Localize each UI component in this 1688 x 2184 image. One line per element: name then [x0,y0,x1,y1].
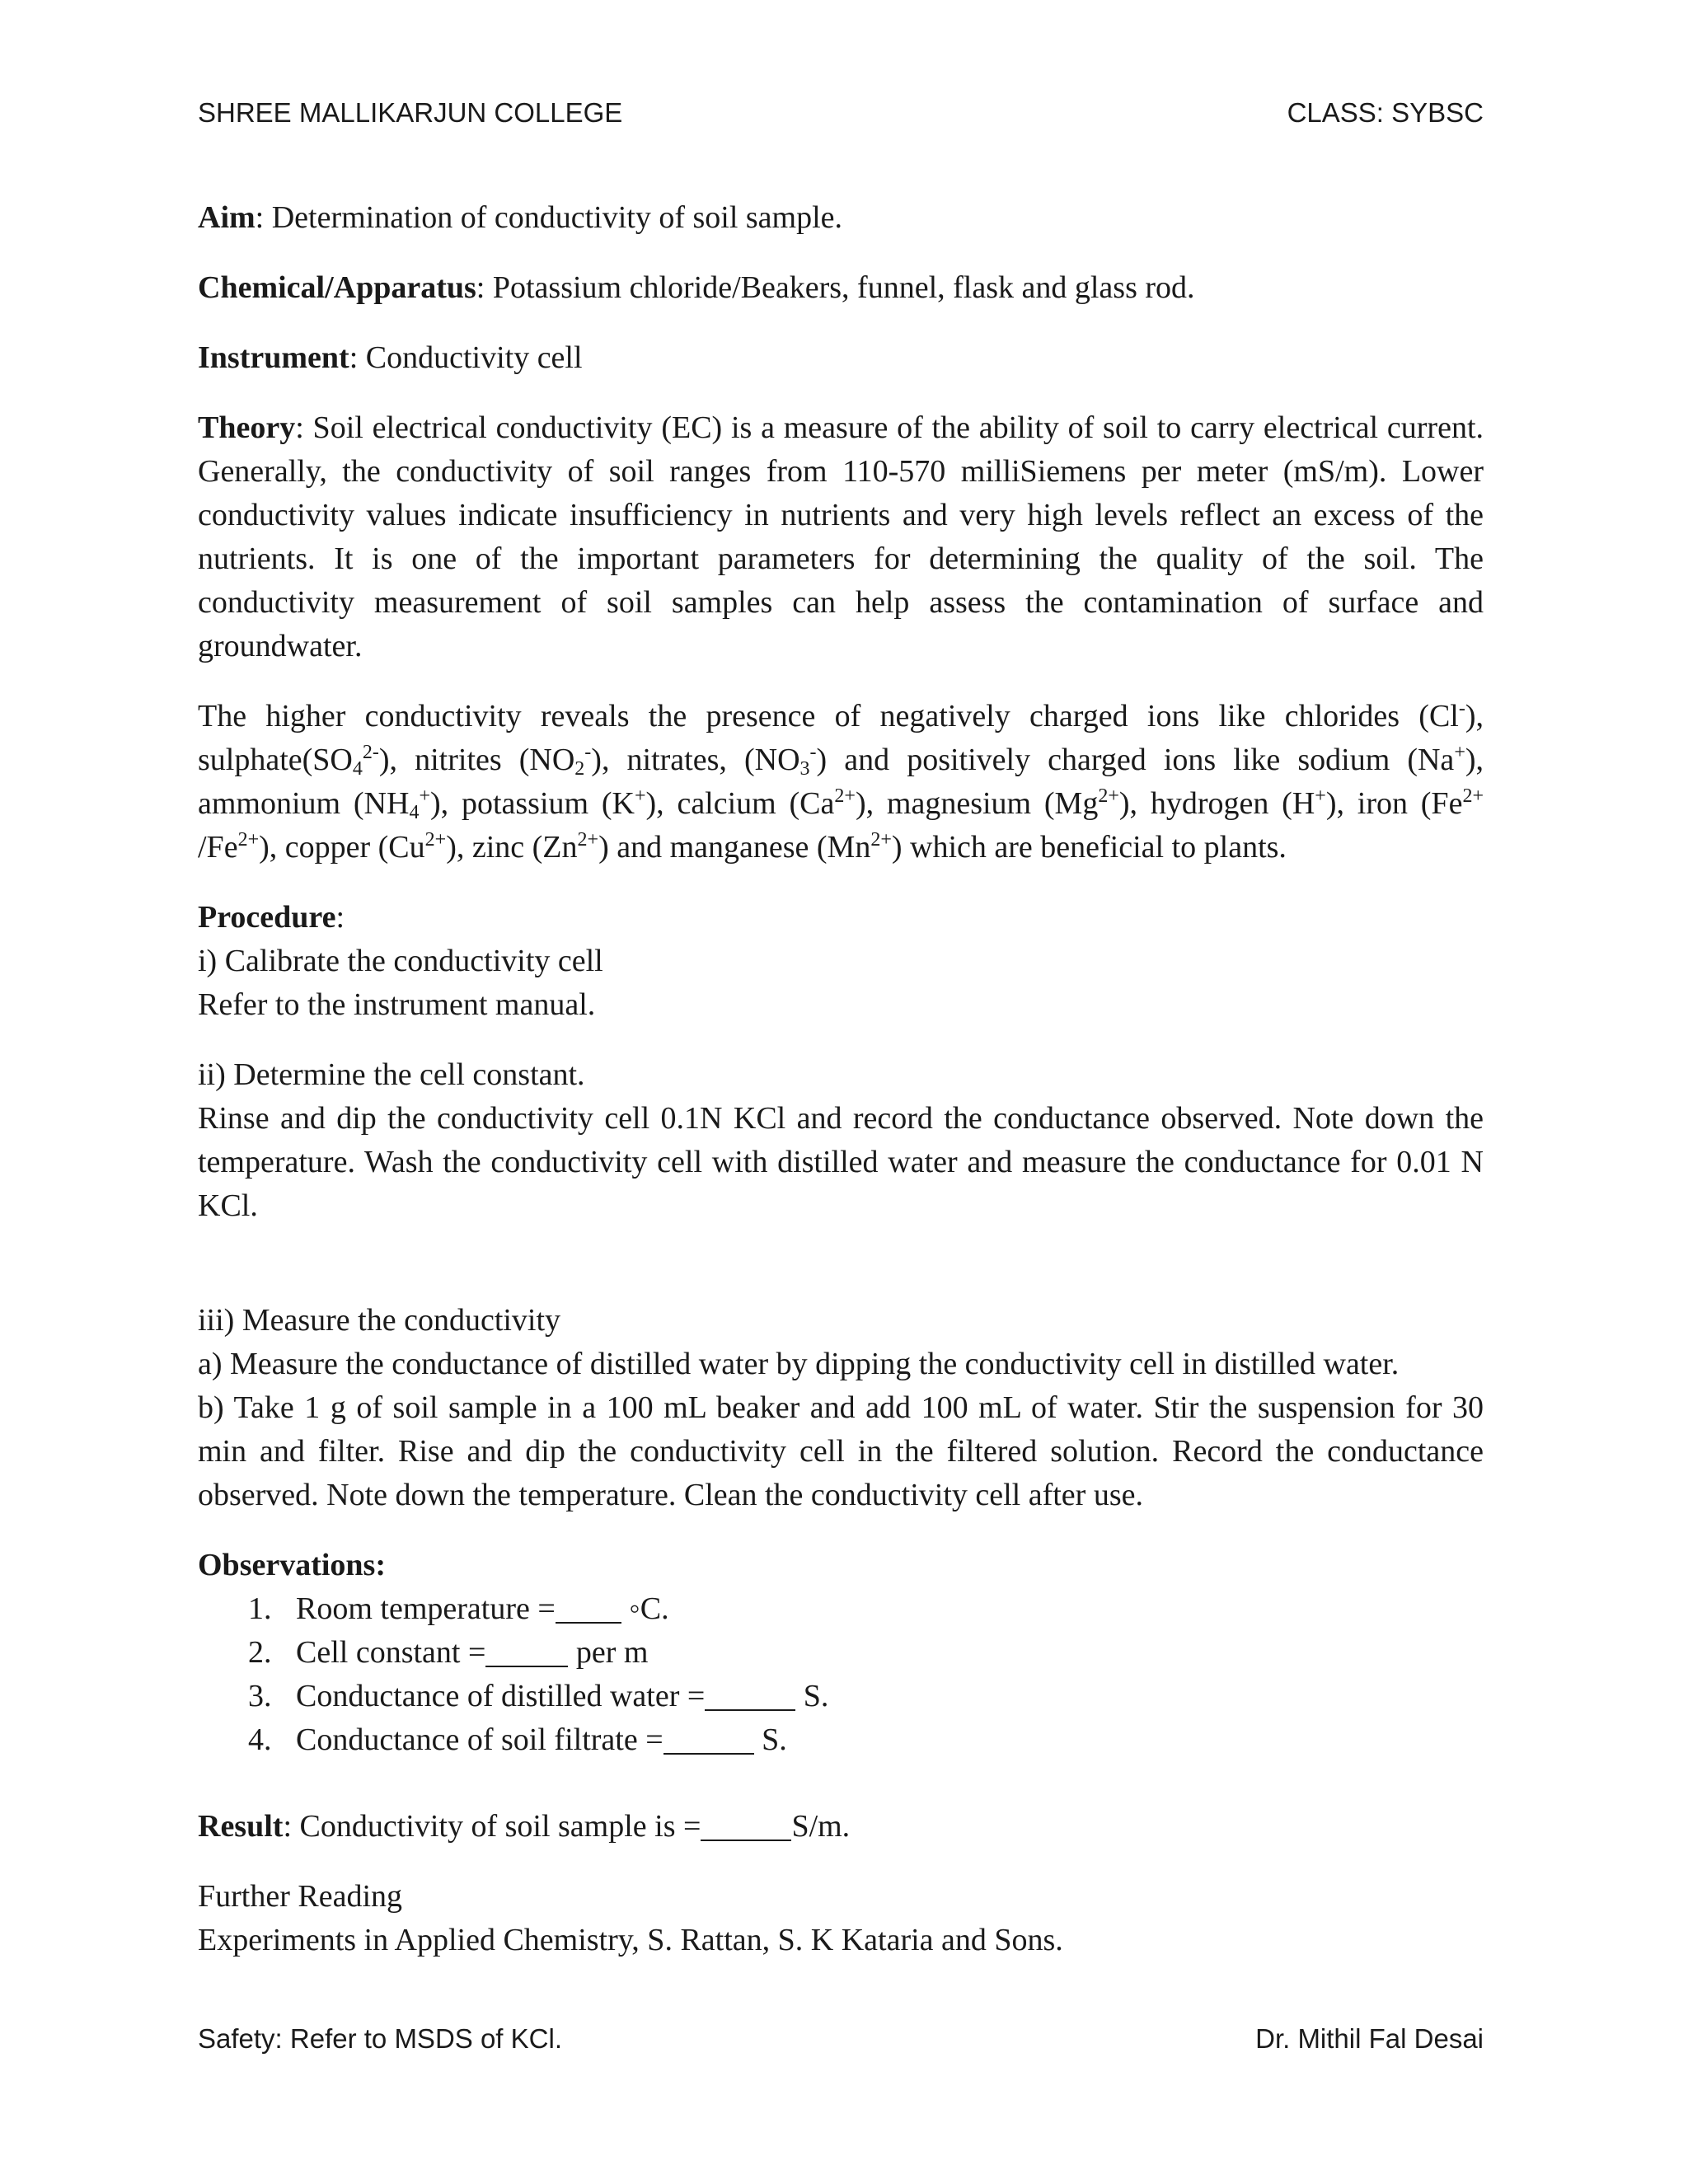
instrument-line [198,336,1484,380]
ions-text: ) and manganese (Mn [598,830,871,865]
observations-heading [198,1544,1484,1587]
aim-line [198,196,1484,240]
observation-item [248,1587,1484,1631]
theory-label: Theory [198,410,296,445]
blank-line [485,1638,568,1667]
superscript: - [584,742,592,763]
step2-text: Rinse and dip the conductivity cell 0.1N KCl and record the conductance observed. Note down the temperature. Wash the conductivity cell with distilled water and measure the conductance for 0.01 N KCl. [198,1101,1484,1223]
observation-item [248,1675,1484,1718]
college-name: SHREE MALLIKARJUN COLLEGE [198,97,623,128]
item-label: Conductance of soil filtrate = [296,1722,663,1757]
item-label: Conductance of distilled water = [296,1679,706,1713]
ions-text: ), copper (Cu [259,830,425,865]
blank-line [705,1681,795,1711]
result-line [198,1805,1484,1849]
superscript: 2+ [577,829,599,851]
item-number: 1. [248,1591,272,1626]
ions-text: ), nitrites (NO [378,743,575,777]
item-unit: ◦C. [621,1591,669,1626]
superscript: 2+ [424,829,447,851]
result-label: Result [198,1809,284,1844]
ions-text: ) and positively charged ions like sodium (Na [816,743,1455,777]
superscript: + [1315,785,1326,807]
item-number: 2. [248,1635,272,1670]
subscript: 4 [409,802,420,823]
author-name: Dr. Mithil Fal Desai [1255,2023,1484,2054]
ions-text: ) which are beneficial to plants. [891,830,1287,865]
subscript: 4 [352,758,363,780]
blank-line [663,1725,754,1755]
further-reading-section [198,1875,1484,1962]
observation-item [248,1718,1484,1762]
procedure-label: Procedure [198,900,336,935]
instrument-label: Instrument [198,340,349,375]
chemical-line [198,266,1484,310]
procedure-colon: : [335,900,345,935]
superscript: + [634,785,646,807]
superscript: 2+ [870,829,892,851]
chemical-label: Chemical/Apparatus [198,270,476,305]
instrument-text: : Conductivity cell [349,340,583,375]
procedure-heading [198,896,1484,940]
step2-title: ii) Determine the cell constant. [198,1057,585,1092]
ions-text: ), zinc (Zn [446,830,578,865]
ions-text: The higher conductivity reveals the presence of negatively charged ions like chlorides (Cl [198,699,1459,733]
blank-line [701,1811,791,1841]
theory-text: : Soil electrical conductivity (EC) is a measure of the ability of soil to carry electrical current. Generally, the conductivity of soil ranges from 110-570 milliSiemens per meter (mS/m). Lower conductivity values indicate insufficiency in nutrients and very high levels reflect an excess of the nutrients. It is one of the important parameters for determining the quality of the soil. The conductivity measurement of soil samples can help assess the contamination of surface and groundwater. [198,410,1484,663]
superscript: 2+ [1098,785,1119,807]
step1-text: Refer to the instrument manual. [198,987,596,1022]
observation-item [248,1631,1484,1675]
item-unit: S. [753,1722,787,1757]
superscript: - [809,742,817,763]
superscript: 2- [362,742,379,763]
item-label: Cell constant = [296,1635,486,1670]
ions-text: ), ammonium (NH [198,743,1484,821]
ions-text: ), hydrogen (H [1118,786,1315,821]
superscript: + [1454,742,1465,763]
ions-text: ), iron (Fe [1325,786,1463,821]
aim-label: Aim [198,200,256,235]
step3-b: b) Take 1 g of soil sample in a 100 mL beaker and add 100 mL of water. Stir the suspension for 30 min and filter. Rise and dip the conductivity cell in the filtered solution. Record the conductance observed. Note down the temperature. Clean the conductivity cell after use. [198,1390,1484,1512]
step3-a: a) Measure the conductance of distilled water by dipping the conductivity cell in distilled water. [198,1347,1400,1381]
further-reading-title: Further Reading [198,1879,403,1914]
safety-note: Safety: Refer to MSDS of KCl. [198,2023,562,2054]
class-label: CLASS: SYBSC [1287,97,1484,128]
item-unit: S. [795,1679,829,1713]
ions-text: ), calcium (Ca [645,786,835,821]
further-reading-text: Experiments in Applied Chemistry, S. Rattan, S. K Kataria and Sons. [198,1923,1063,1957]
step1-title: i) Calibrate the conductivity cell [198,944,603,978]
subscript: 2 [574,758,585,780]
item-number: 4. [248,1722,272,1757]
result-unit: S/m. [791,1809,851,1844]
item-unit: per m [568,1635,649,1670]
ions-text: /Fe [198,830,238,865]
observations-section [198,1544,1484,1762]
document-body [198,196,1484,1962]
theory-paragraph [198,406,1484,668]
procedure-section [198,896,1484,1517]
result-text: : Conductivity of soil sample is = [283,1809,701,1844]
superscript: 2+ [237,829,260,851]
ions-text: ), sulphate(SO [198,699,1484,777]
ions-text: ), potassium (K [429,786,635,821]
ions-text: ), nitrates, (NO [591,743,800,777]
item-number: 3. [248,1679,272,1713]
observations-label: Observations: [198,1548,386,1582]
observations-list [198,1587,1484,1762]
chemical-text: : Potassium chloride/Beakers, funnel, flask and glass rod. [476,270,1195,305]
superscript: + [419,785,430,807]
aim-text: : Determination of conductivity of soil sample. [255,200,843,235]
step3-title: iii) Measure the conductivity [198,1303,561,1338]
ions-paragraph [198,695,1484,869]
blank-line [556,1594,621,1624]
superscript: 2+ [834,785,856,807]
item-label: Room temperature = [296,1591,556,1626]
superscript: - [1458,698,1465,719]
superscript: 2+ [1462,785,1484,807]
subscript: 3 [799,758,810,780]
ions-text: ), magnesium (Mg [855,786,1099,821]
